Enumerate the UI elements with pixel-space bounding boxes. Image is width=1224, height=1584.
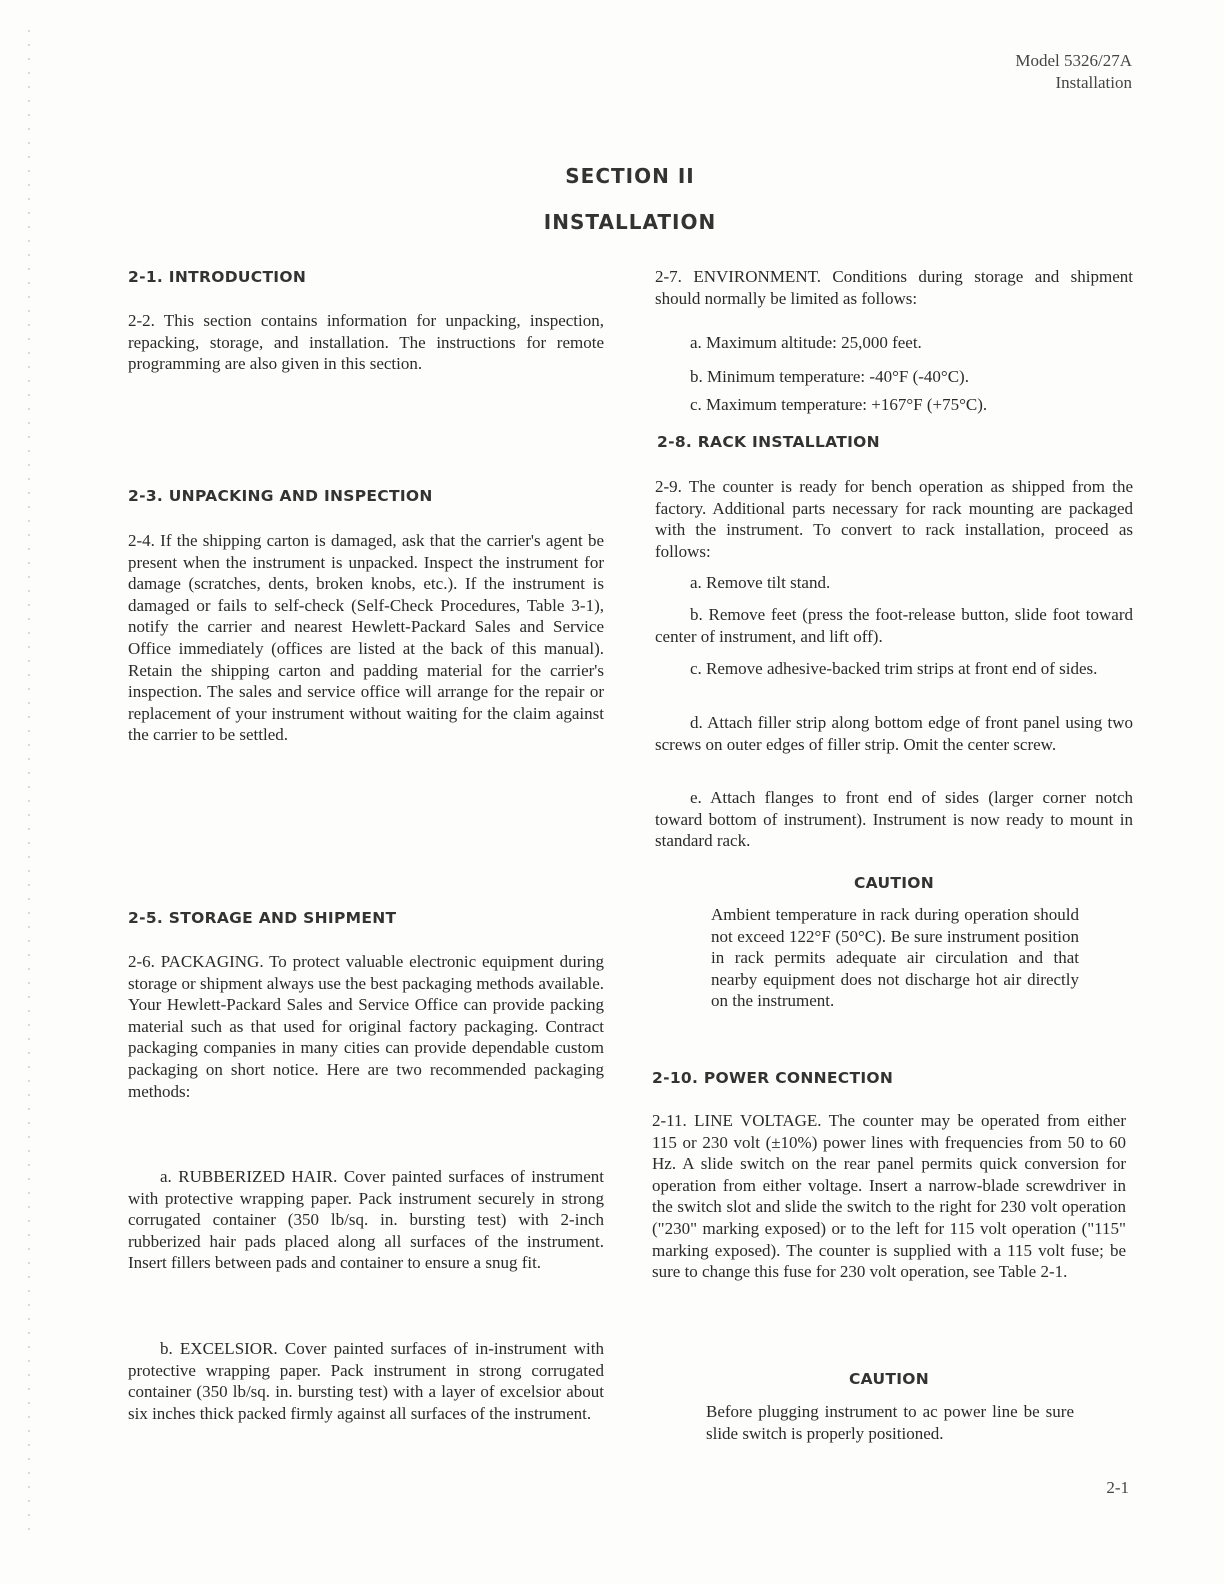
env-item: c. Maximum temperature: +167°F (+75°C). xyxy=(690,395,988,414)
paragraph-2-9: 2-9. The counter is ready for bench operation as shipped from the factory. Additional parts necessary for rack mounting are packaged with the instrument. To convert to rack installation, proceed as follows: xyxy=(655,477,1133,561)
section-number: SECTION II xyxy=(565,164,695,188)
caution-title-power: CAUTION xyxy=(848,1370,930,1388)
page-number: 2-1 xyxy=(1106,1478,1129,1497)
heading-storage: 2-5. STORAGE AND SHIPMENT xyxy=(128,909,397,927)
caution-text-power: Before plugging instrument to ac power line be sure slide switch is properly positioned. xyxy=(706,1402,1074,1443)
page-header xyxy=(1015,50,1132,94)
paragraph-2-2: 2-2. This section contains information for unpacking, inspection, repacking, storage, and installation. The instructions for remote programming are also given in this section. xyxy=(128,311,604,374)
caution-text-rack: Ambient temperature in rack during operation should not exceed 122°F (50°C). Be sure instrument position in rack permits adequate air circulation and that nearby equipment does not discharge hot air directly on the instrument. xyxy=(711,905,1079,1011)
rack-step-b: b. Remove feet (press the foot-release button, slide foot toward center of instrument, and lift off). xyxy=(655,605,1133,646)
env-item: b. Minimum temperature: -40°F (-40°C). xyxy=(690,367,969,386)
paragraph-rubberized-hair: a. RUBBERIZED HAIR. Cover painted surfaces of instrument with protective wrapping paper. Pack instrument securely in strong corrugated container (350 lb/sq. in. bursting test) with 2-inch rubberized hair pads placed along all surfaces of the instrument. Insert fillers between pads and container to ensure a snug fit. xyxy=(128,1167,604,1273)
model-label: Model 5326/27A xyxy=(1015,51,1132,70)
paragraph-2-4: 2-4. If the shipping carton is damaged, ask that the carrier's agent be present when the instrument is unpacked. Inspect the instrument for damage (scratches, dents, broken knobs, etc.). If the instrument is damaged or fails to self-check (Self-Check Procedures, Table 3-1), notify the carrier and nearest Hewlett-Packard Sales and Service Office immediately (offices are listed at the back of this manual). Retain the shipping carton and padding material for the carrier's inspection. The sales and service office will arrange for the repair or replacement of your instrument without waiting for the claim against the carrier to be settled. xyxy=(128,531,604,745)
section-title: INSTALLATION xyxy=(543,210,717,234)
section-name: Installation xyxy=(1055,73,1132,92)
scan-margin-marks xyxy=(28,30,30,1530)
caution-title-rack: CAUTION xyxy=(853,874,935,892)
paragraph-2-11: 2-11. LINE VOLTAGE. The counter may be operated from either 115 or 230 volt (±10%) power lines with frequencies from 50 to 60 Hz. A slide switch on the rear panel permits quick conversion for operation from either voltage. Insert a narrow-blade screwdriver in the switch slot and slide the switch to the right for 230 volt operation ("230" marking exposed) or to the left for 115 volt operation ("115" marking exposed). The counter is supplied with a 115 volt fuse; be sure to change this fuse for 230 volt operation, see Table 2-1. xyxy=(652,1111,1126,1282)
heading-rack-installation: 2-8. RACK INSTALLATION xyxy=(657,433,880,451)
heading-power-connection: 2-10. POWER CONNECTION xyxy=(652,1069,894,1087)
rack-step-a: a. Remove tilt stand. xyxy=(690,573,831,592)
rack-step-c: c. Remove adhesive-backed trim strips at front end of sides. xyxy=(690,659,1098,678)
env-item: a. Maximum altitude: 25,000 feet. xyxy=(690,333,922,352)
paragraph-2-6: 2-6. PACKAGING. To protect valuable electronic equipment during storage or shipment always use the best packaging methods available. Your Hewlett-Packard Sales and Service Office can provide packing material such as that used for original factory packaging. Contract packaging companies in many cities can provide dependable custom packaging on short notice. Here are two recommended packaging methods: xyxy=(128,952,604,1101)
heading-unpacking: 2-3. UNPACKING AND INSPECTION xyxy=(128,487,433,505)
rack-step-d: d. Attach filler strip along bottom edge of front panel using two screws on outer edges of filler strip. Omit the center screw. xyxy=(655,713,1133,754)
rack-step-e: e. Attach flanges to front end of sides (larger corner notch toward bottom of instrument). Instrument is now ready to mount in standard rack. xyxy=(655,788,1133,851)
heading-introduction: 2-1. INTRODUCTION xyxy=(128,268,307,286)
paragraph-2-7: 2-7. ENVIRONMENT. Conditions during storage and shipment should normally be limited as follows: xyxy=(655,267,1133,308)
paragraph-excelsior: b. EXCELSIOR. Cover painted surfaces of in-instrument with protective wrapping paper. Pack instrument in strong corrugated container (350 lb/sq. in. bursting test) with a layer of excelsior about six inches thick packed firmly against all surfaces of the instrument. xyxy=(128,1339,604,1423)
